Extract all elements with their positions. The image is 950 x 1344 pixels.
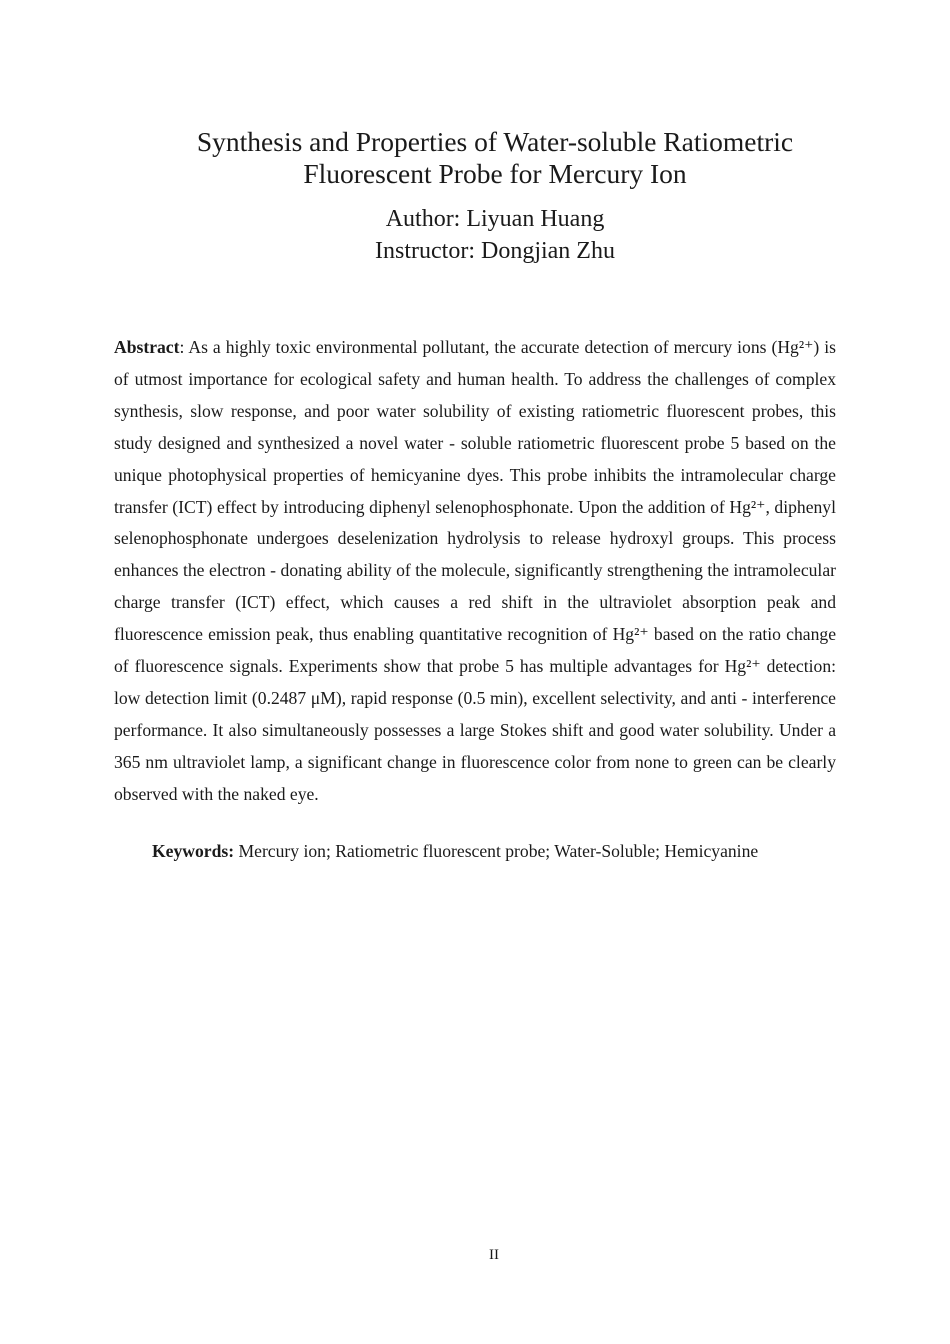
page-number: II (489, 1247, 499, 1263)
thesis-title (100, 126, 890, 190)
abstract-text: : As a highly toxic environmental pollutant, the accurate detection of mercury ions (Hg²⁺) is of utmost importance for ecological safety and human health. To address the challenges of complex synthesis, slow response, and poor water solubility of existing ratiometric fluorescent probes, this study designed and synthesized a novel water - soluble ratiometric fluorescent probe 5 based on the unique photophysical properties of hemicyanine dyes. This probe inhibits the intramolecular charge transfer (ICT) effect by introducing diphenyl selenophosphonate. Upon the addition of Hg²⁺, diphenyl selenophosphonate undergoes deselenization hydrolysis to release hydroxyl groups. This process enhances the electron - donating ability of the molecule, significantly strengthening the intramolecular charge transfer (ICT) effect, which causes a red shift in the ultraviolet absorption peak and fluorescence emission peak, thus enabling quantitative recognition of Hg²⁺ based on the ratio change of fluorescence signals. Experiments show that probe 5 has multiple advantages for Hg²⁺ detection: low detection limit (0.2487 μM), rapid response (0.5 min), excellent selectivity, and anti - interference performance. It also simultaneously possesses a large Stokes shift and good water solubility. Under a 365 nm ultraviolet lamp, a significant change in fluorescence color from none to green can be clearly observed with the naked eye. (114, 337, 836, 804)
abstract-paragraph (114, 332, 836, 811)
keywords-label: Keywords: (152, 841, 235, 861)
thesis-title-line-2: Fluorescent Probe for Mercury Ion (303, 158, 687, 189)
keywords-line (152, 837, 842, 865)
instructor-line: Instructor: Dongjian Zhu (375, 238, 615, 264)
keywords-text: Mercury ion; Ratiometric fluorescent probe; Water-Soluble; Hemicyanine (234, 841, 759, 861)
abstract-label: Abstract (114, 337, 180, 357)
thesis-title-line-1: Synthesis and Properties of Water-soluble Ratiometric (196, 126, 794, 157)
byline (100, 203, 890, 267)
author-line: Author: Liyuan Huang (385, 206, 605, 232)
